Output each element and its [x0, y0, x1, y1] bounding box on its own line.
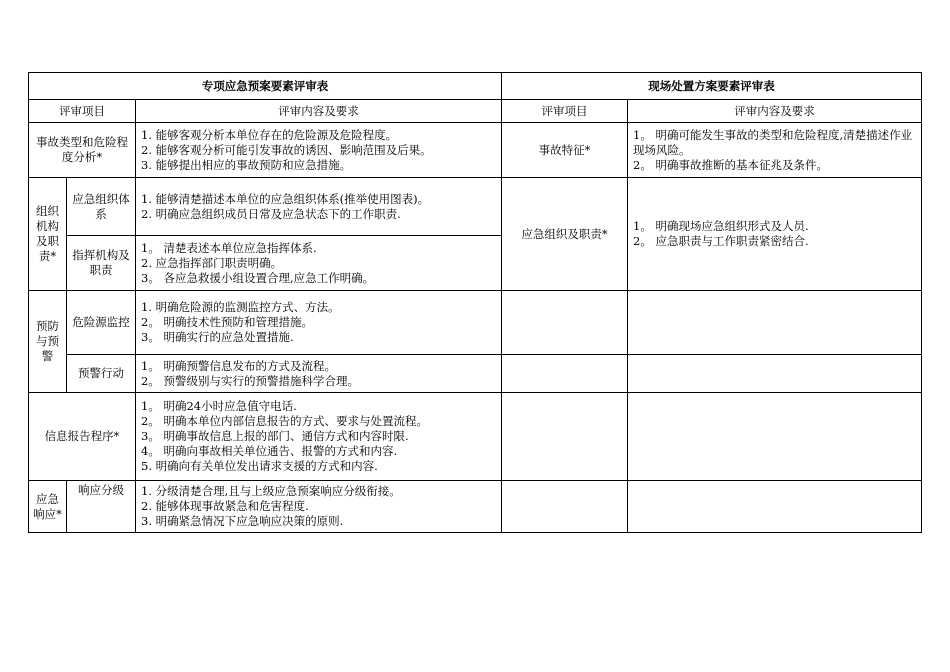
hazard-monitor-label: 危险源监控: [67, 291, 136, 355]
list-item: 3。 明确事故信息上报的部门、通信方式和内容时限.: [141, 429, 409, 443]
org-system-content: [136, 178, 502, 236]
list-item: 5. 明确向有关单位发出请求支援的方式和内容.: [141, 459, 378, 473]
accident-analysis-label: 事故类型和危险程度分析*: [29, 123, 136, 178]
report-procedure-content: [136, 393, 502, 481]
list-item: 2。 预警级别与实行的预警措施科学合理。: [141, 373, 359, 388]
accident-analysis-content: [136, 123, 502, 178]
list-item: 3。 各应急救援小组设置合理,应急工作明确。: [141, 270, 375, 285]
warning-action-label: 预警行动: [67, 355, 136, 393]
response-group-label: 应急响应*: [29, 481, 67, 533]
empty-cell: [628, 355, 922, 393]
emergency-org-content: [628, 178, 922, 291]
org-system-label: 应急组织体系: [67, 178, 136, 236]
org-group-label: 组织机构及职责*: [29, 178, 67, 291]
list-item: 3。 明确实行的应急处置措施.: [141, 330, 294, 344]
list-item: 2. 应急指挥部门职责明确。: [141, 255, 283, 270]
list-item: 1. 能够客观分析本单位存在的危险源及危险程度。: [141, 127, 398, 142]
list-item: 1。 明确预警信息发布的方式及流程。: [141, 358, 336, 373]
empty-cell: [502, 291, 628, 355]
list-item: 1。 清楚表述本单位应急指挥体系.: [141, 240, 317, 255]
list-item: 2。 应急职责与工作职责紧密结合.: [633, 234, 809, 248]
right-table-title: 现场处置方案要素评审表: [502, 73, 922, 100]
hazard-monitor-content: [136, 291, 502, 355]
command-content: [136, 236, 502, 291]
list-item: 2. 能够客观分析可能引发事故的诱因、影响范围及后果。: [141, 142, 432, 157]
list-item: 1。 明确24小时应急值守电话.: [141, 399, 297, 413]
warning-action-content: [136, 355, 502, 393]
list-item: 2. 能够体现事故紧急和危害程度.: [141, 499, 309, 513]
empty-cell: [628, 481, 922, 533]
empty-cell: [502, 481, 628, 533]
list-item: 2。 明确事故推断的基本征兆及条件。: [633, 157, 828, 172]
right-content-header: 评审内容及要求: [628, 100, 922, 123]
emergency-org-label: 应急组织及职责*: [502, 178, 628, 291]
list-item: 1。 明确现场应急组织形式及人员.: [633, 219, 809, 233]
left-content-header: 评审内容及要求: [136, 100, 502, 123]
list-item: 1. 明确危险源的监测监控方式、方法。: [141, 300, 340, 314]
report-procedure-label: 信息报告程序*: [29, 393, 136, 481]
list-item: 1. 分级清楚合理,且与上级应急预案响应分级衔接。: [141, 484, 401, 498]
command-label: 指挥机构及职责: [67, 236, 136, 291]
list-item: 4。 明确向事故相关单位通告、报警的方式和内容.: [141, 444, 398, 458]
list-item: 2. 明确应急组织成员日常及应急状态下的工作职责.: [141, 206, 401, 221]
empty-cell: [628, 291, 922, 355]
accident-feature-content: [628, 123, 922, 178]
left-table-title: 专项应急预案要素评审表: [29, 73, 502, 100]
left-item-header: 评审项目: [29, 100, 136, 123]
response-grading-content: [136, 481, 502, 533]
list-item: 3. 能够提出相应的事故预防和应急措施。: [141, 157, 352, 172]
list-item: 1。 明确可能发生事故的类型和危险程度,清楚描述作业现场风险。: [633, 127, 913, 157]
empty-cell: [502, 393, 628, 481]
accident-feature-label: 事故特征*: [502, 123, 628, 178]
response-grading-label: 响应分级: [67, 481, 136, 533]
prevention-group-label: 预防与预警: [29, 291, 67, 393]
empty-cell: [628, 393, 922, 481]
review-table: [28, 72, 922, 533]
list-item: 3. 明确紧急情况下应急响应决策的原则.: [141, 514, 344, 528]
list-item: 2。 明确本单位内部信息报告的方式、要求与处置流程。: [141, 414, 428, 428]
right-item-header: 评审项目: [502, 100, 628, 123]
empty-cell: [502, 355, 628, 393]
list-item: 2。 明确技术性预防和管理措施。: [141, 315, 313, 329]
list-item: 1. 能够清楚描述本单位的应急组织体系(推举使用图表)。: [141, 191, 430, 206]
